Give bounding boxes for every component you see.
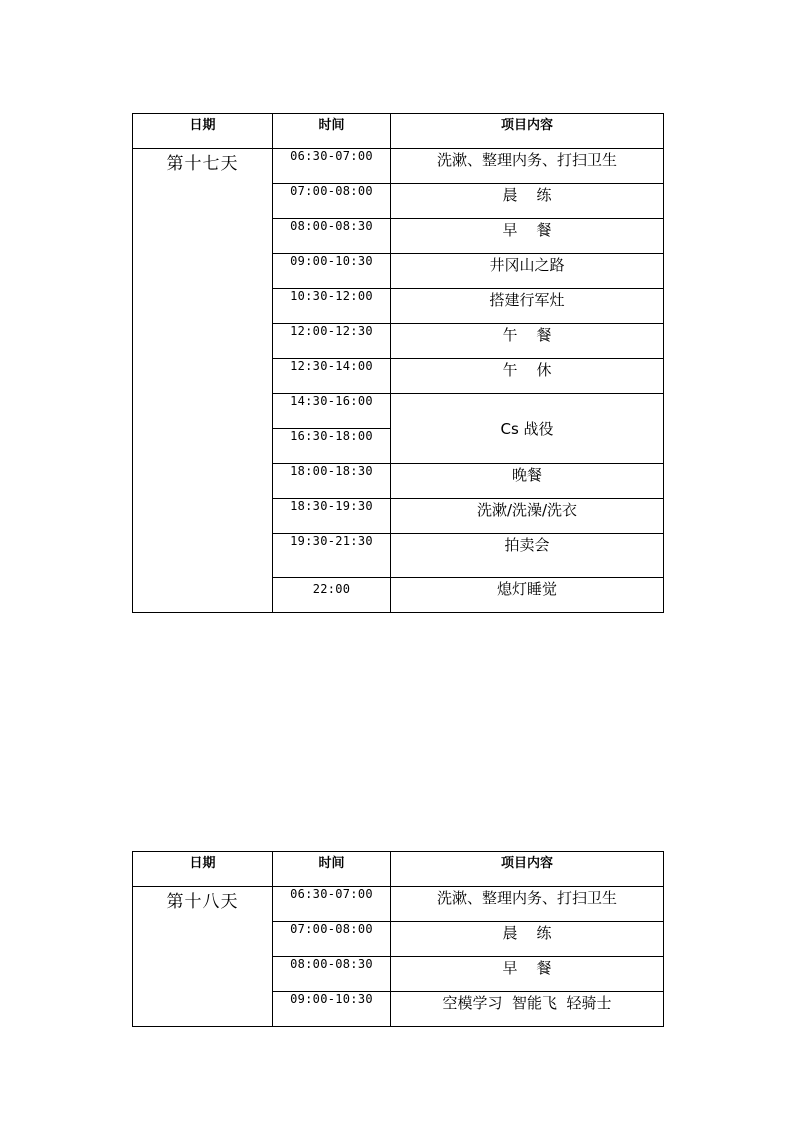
time-cell: 14:30-16:00	[273, 394, 391, 429]
header-date: 日期	[133, 114, 273, 149]
activity-cell: 早 餐	[391, 957, 664, 992]
header-date: 日期	[133, 852, 273, 887]
time-cell: 18:30-19:30	[273, 499, 391, 534]
header-content: 项目内容	[391, 114, 664, 149]
activity-cell: 午 休	[391, 359, 664, 394]
time-cell: 08:00-08:30	[273, 957, 391, 992]
activity-cell: 空模学习 智能飞 轻骑士	[391, 992, 664, 1027]
schedule-table-day-17	[132, 113, 664, 613]
time-cell: 19:30-21:30	[273, 534, 391, 578]
schedule-table-day-18	[132, 851, 664, 1027]
header-time: 时间	[273, 114, 391, 149]
time-cell: 16:30-18:00	[273, 429, 391, 464]
time-cell: 07:00-08:00	[273, 922, 391, 957]
table-row	[133, 149, 664, 184]
time-cell: 06:30-07:00	[273, 149, 391, 184]
header-row	[133, 852, 664, 887]
activity-cell: 搭建行军灶	[391, 289, 664, 324]
activity-cell: 洗漱、整理内务、打扫卫生	[391, 149, 664, 184]
time-cell: 12:30-14:00	[273, 359, 391, 394]
activity-cell: 早 餐	[391, 219, 664, 254]
activity-cell: 拍卖会	[391, 534, 664, 578]
activity-cell: 晚餐	[391, 464, 664, 499]
activity-cell: 熄灯睡觉	[391, 578, 664, 613]
activity-cell: 午 餐	[391, 324, 664, 359]
activity-cell: 井冈山之路	[391, 254, 664, 289]
time-cell: 07:00-08:00	[273, 184, 391, 219]
time-cell: 09:00-10:30	[273, 992, 391, 1027]
time-cell: 10:30-12:00	[273, 289, 391, 324]
activity-cell: 晨 练	[391, 922, 664, 957]
activity-cell: 晨 练	[391, 184, 664, 219]
activity-cell: 洗漱/洗澡/洗衣	[391, 499, 664, 534]
header-content: 项目内容	[391, 852, 664, 887]
day-label: 第十七天	[133, 149, 273, 613]
time-cell: 06:30-07:00	[273, 887, 391, 922]
time-cell: 09:00-10:30	[273, 254, 391, 289]
time-cell: 18:00-18:30	[273, 464, 391, 499]
time-cell: 12:00-12:30	[273, 324, 391, 359]
header-time: 时间	[273, 852, 391, 887]
time-cell: 08:00-08:30	[273, 219, 391, 254]
table-row	[133, 887, 664, 922]
activity-cell: 洗漱、整理内务、打扫卫生	[391, 887, 664, 922]
header-row	[133, 114, 664, 149]
activity-cell: Cs 战役	[391, 394, 664, 464]
time-cell: 22:00	[273, 578, 391, 613]
day-label: 第十八天	[133, 887, 273, 1027]
